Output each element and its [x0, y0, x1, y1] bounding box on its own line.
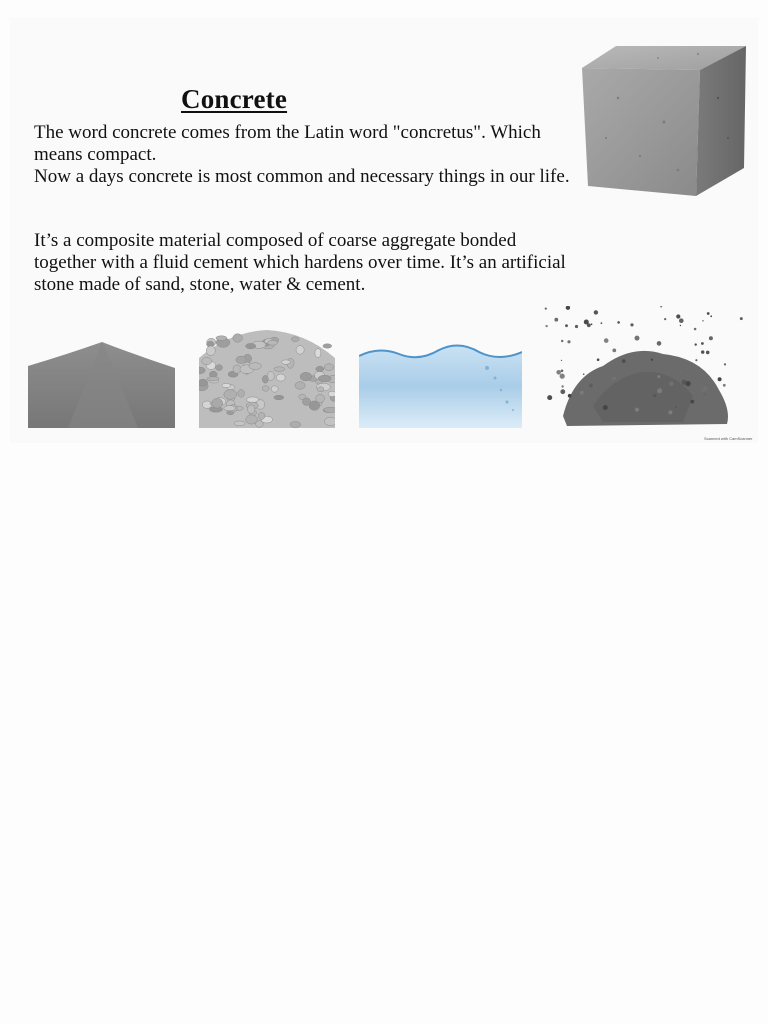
cement-particle — [580, 391, 584, 395]
cement-particle — [612, 377, 616, 381]
gravel-stone — [324, 407, 335, 412]
gravel-stone — [262, 375, 268, 383]
cement-particle — [701, 350, 704, 353]
gravel-stone — [246, 415, 258, 424]
cement-particle — [664, 318, 666, 320]
cement-particle — [554, 318, 558, 322]
cement-particle — [612, 349, 616, 353]
cement-particle — [686, 381, 691, 386]
cement-particle — [724, 363, 726, 365]
gravel-stone — [224, 390, 237, 400]
cement-particle — [594, 310, 598, 314]
gravel-stone — [276, 374, 285, 381]
cement-particle — [597, 358, 600, 361]
cement-particle — [657, 388, 662, 393]
gravel-stone — [233, 365, 241, 373]
stone-aggregate-image — [199, 328, 335, 428]
cement-particle — [680, 371, 681, 372]
gravel-stone — [216, 365, 223, 371]
gravel-stone — [316, 366, 324, 371]
cement-particle — [695, 343, 697, 345]
cement-particle — [690, 400, 694, 404]
gravel-stone — [295, 382, 305, 390]
cement-particle — [703, 393, 706, 396]
cement-particle — [579, 388, 580, 389]
cement-particle — [653, 394, 656, 397]
cement-particle — [575, 325, 578, 328]
cement-particle — [657, 375, 660, 378]
cement-particle — [710, 315, 712, 317]
cement-particle — [603, 405, 608, 410]
cement-particle — [560, 389, 565, 394]
cement-particle — [660, 306, 662, 308]
gravel-stone — [316, 394, 325, 402]
gravel-stone — [324, 417, 335, 425]
gravel-stone — [317, 387, 324, 392]
cement-particle — [694, 328, 697, 331]
gravel-stone — [234, 421, 245, 426]
cement-particle — [584, 320, 589, 325]
gravel-stone — [315, 349, 321, 358]
cement-particle — [676, 314, 680, 318]
gravel-stone — [249, 363, 262, 370]
gravel-stone — [246, 343, 256, 348]
gravel-stone — [323, 344, 332, 348]
gravel-stone — [268, 340, 278, 345]
concrete-block-image — [578, 38, 750, 200]
cement-particle — [556, 370, 561, 375]
cement-particle — [669, 382, 673, 386]
gravel-stone — [202, 358, 212, 365]
cement-particle — [675, 406, 677, 408]
cement-particle — [706, 351, 710, 355]
cement-particle — [740, 317, 743, 320]
gravel-stone — [216, 336, 227, 341]
gravel-stone — [262, 386, 269, 391]
composition-line-2: together with a fluid cement which hardens over time. It’s an artificial — [34, 252, 566, 273]
cement-particle — [718, 377, 722, 381]
cement-particle — [680, 325, 681, 326]
cement-particle — [561, 340, 563, 342]
cement-particle — [561, 370, 564, 373]
intro-line-1: The word concrete comes from the Latin word "concretus". Which — [34, 122, 541, 143]
cement-particle — [630, 323, 633, 326]
gravel-stone — [324, 364, 334, 371]
cement-particle — [707, 312, 710, 315]
gravel-stone — [238, 390, 245, 398]
water-image — [359, 338, 522, 428]
gravel-stone — [222, 383, 231, 387]
cement-particle — [568, 394, 572, 398]
cement-particle — [702, 320, 704, 322]
cement-particle — [545, 308, 547, 310]
composition-paragraph — [34, 230, 574, 296]
cement-particle — [566, 306, 570, 310]
cement-particle — [561, 360, 562, 361]
cement-particle — [547, 395, 552, 400]
document-title: Concrete — [181, 84, 288, 114]
intro-line-3: Now a days concrete is most common and necessary things in our life. — [34, 166, 570, 187]
cement-particle — [567, 340, 570, 343]
gravel-stone — [224, 406, 236, 411]
scanner-watermark: Scanned with CamScanner — [704, 436, 753, 441]
cement-particle — [583, 373, 585, 375]
cement-particle — [709, 336, 713, 340]
gravel-stone — [207, 377, 219, 381]
gravel-stone — [318, 375, 331, 382]
sand-image — [28, 338, 175, 428]
cement-particle — [651, 359, 653, 361]
cement-particle — [561, 385, 563, 387]
gravel-stone — [206, 346, 215, 356]
gravel-stone — [282, 360, 291, 364]
cement-powder-image — [543, 306, 743, 428]
composition-line-3: stone made of sand, stone, water & cement. — [34, 274, 366, 295]
composition-line-1: It’s a composite material composed of coarse aggregate bonded — [34, 230, 517, 251]
cement-particle — [679, 318, 684, 323]
cement-particle — [723, 384, 726, 387]
gravel-stone — [258, 412, 265, 419]
cement-particle — [601, 322, 603, 324]
gravel-stone — [328, 391, 335, 396]
cement-particle — [701, 388, 705, 392]
cement-particle — [545, 325, 547, 327]
gravel-stone — [291, 337, 299, 342]
cement-particle — [617, 321, 620, 324]
cement-particle — [604, 338, 609, 343]
cement-particle — [657, 341, 662, 346]
cement-particle — [591, 323, 593, 325]
gravel-stone — [296, 346, 304, 355]
cement-particle — [701, 342, 704, 345]
gravel-stone — [300, 372, 312, 381]
intro-line-2: means compact. — [34, 144, 157, 165]
cement-particle — [635, 336, 640, 341]
gravel-stone — [274, 367, 285, 372]
cement-particle — [622, 359, 626, 363]
gravel-stone — [236, 356, 246, 363]
intro-paragraph — [34, 122, 574, 188]
gravel-stone — [199, 379, 208, 386]
gravel-stone — [271, 386, 278, 392]
gravel-stone — [290, 422, 301, 428]
gravel-stone — [212, 398, 223, 408]
cement-particle — [565, 324, 568, 327]
cement-particle — [695, 359, 697, 361]
cement-particle — [635, 408, 639, 412]
gravel-stone — [248, 405, 255, 414]
cement-particle — [668, 410, 672, 414]
gravel-stone — [274, 395, 284, 400]
cement-particle — [589, 384, 593, 388]
gravel-stone — [233, 334, 243, 342]
cement-particle — [627, 403, 630, 406]
cement-particle — [560, 374, 565, 379]
